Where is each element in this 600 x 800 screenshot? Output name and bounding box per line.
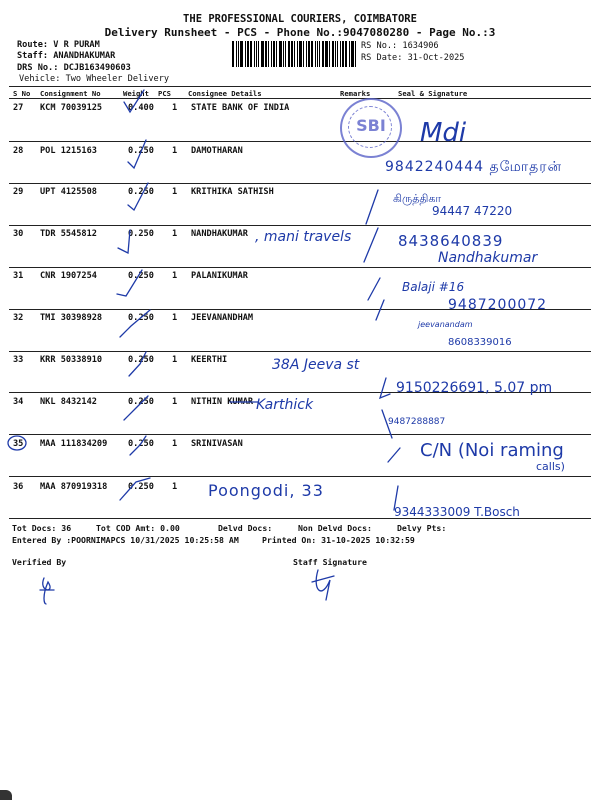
vehicle-label: Vehicle: Two Wheeler Delivery (19, 74, 170, 84)
handwritten-phone-row30: 8438640839 (398, 232, 504, 250)
staff-signature-label: Staff Signature (293, 557, 367, 567)
non-delivered-docs: Non Delvd Docs: (298, 523, 372, 533)
handwritten-remark-row33: 38A Jeeva st (272, 357, 360, 373)
row-weight: 0.250 (128, 146, 154, 156)
row-sno: 33 (13, 355, 24, 365)
row-consignee: SRINIVASAN (191, 439, 243, 449)
row-weight: 0.250 (128, 439, 154, 449)
handwritten-phone-row29: 94447 47220 (432, 204, 513, 218)
row-sno: 28 (13, 146, 24, 156)
row-consignee: KRITHIKA SATHISH (191, 187, 274, 197)
handwritten-name-row36: Poongodi, 33 (208, 481, 324, 500)
handwritten-phone-row33: 9150226691, 5.07 pm (396, 380, 553, 396)
row-consignment: UPT 4125508 (40, 187, 97, 197)
row-weight: 0.250 (128, 271, 154, 281)
row-pcs: 1 (172, 313, 178, 323)
row-consignee: DAMOTHARAN (191, 146, 243, 156)
row-pcs: 1 (172, 271, 178, 281)
row-consignee: JEEVANANDHAM (191, 313, 254, 323)
total-cod: Tot COD Amt: 0.00 (96, 523, 180, 533)
row-weight: 0.250 (128, 397, 154, 407)
printed-on: Printed On: 31-10-2025 10:32:59 (262, 535, 415, 545)
handwritten-phone-row28: 9842240444 தமோதரன் (385, 159, 563, 175)
col-seal-header: Seal & Signature (398, 89, 468, 98)
col-consignment-header: Consignment No (40, 89, 101, 98)
rs-number: RS No.: 1634906 (361, 41, 439, 51)
col-remarks-header: Remarks (340, 89, 371, 98)
handwritten-remark-row35-line2: calls) (536, 460, 565, 473)
handwritten-remark-row31: Balaji #16 (402, 280, 465, 294)
col-pcs-header: PCS (158, 89, 171, 98)
row-sno: 36 (13, 482, 24, 492)
row-sno: 32 (13, 313, 24, 323)
route-label: Route: V R PURAM (17, 40, 100, 50)
signature-row27: Mdi (420, 118, 467, 148)
row-sno: 35 (13, 439, 24, 449)
row-consignee: NITHIN KUMAR (191, 397, 254, 407)
row-weight: 0.250 (128, 482, 154, 492)
row-consignment: NKL 8432142 (40, 397, 97, 407)
row-consignment: CNR 1907254 (40, 271, 97, 281)
row-consignee: PALANIKUMAR (191, 271, 248, 281)
row-pcs: 1 (172, 229, 178, 239)
row-sno: 30 (13, 229, 24, 239)
row-pcs: 1 (172, 103, 178, 113)
row-pcs: 1 (172, 146, 178, 156)
row-pcs: 1 (172, 355, 178, 365)
handwritten-phone-row31: 9487200072 (448, 297, 548, 313)
scan-artifact (0, 790, 12, 800)
row-consignment: MAA 111834209 (40, 439, 108, 449)
handwritten-remark-row35: C/N (Noi raming (420, 440, 564, 461)
row-consignment: TMI 30398928 (40, 313, 103, 323)
col-consignee-header: Consignee Details (188, 89, 262, 98)
handwritten-remark-row34: Karthick (256, 397, 314, 413)
company-title: THE PROFESSIONAL COURIERS, COIMBATORE (183, 13, 417, 25)
verified-by-label: Verified By (12, 557, 67, 567)
row-weight: 0.250 (128, 187, 154, 197)
row-consignee: KEERTHI (191, 355, 228, 365)
row-sno: 29 (13, 187, 24, 197)
handwritten-remark-row30: , mani travels (255, 229, 352, 245)
entered-by: Entered By :POORNIMAPCS 10/31/2025 10:25:58 AM (12, 535, 239, 545)
row-weight: 0.250 (128, 355, 154, 365)
row-consignment: TDR 5545812 (40, 229, 97, 239)
bank-seal-stamp: SBI (340, 98, 402, 158)
row-weight: 0.250 (128, 229, 154, 239)
row-weight: 0.250 (128, 313, 154, 323)
row-sno: 31 (13, 271, 24, 281)
staff-label: Staff: ANANDHAKUMAR (17, 51, 116, 61)
handwritten-name-row32: jeevanandam (418, 320, 473, 329)
col-sno-header: S No (13, 89, 31, 98)
drs-number: DRS No.: DCJB163490603 (17, 63, 131, 73)
col-weight-header: Weight (123, 89, 149, 98)
row-consignee: NANDHAKUMAR (191, 229, 248, 239)
row-consignment: KCM 70039125 (40, 103, 103, 113)
row-sno: 34 (13, 397, 24, 407)
row-sno: 27 (13, 103, 24, 113)
row-pcs: 1 (172, 482, 178, 492)
handwritten-phone-row36: 9344333009 T.Bosch (394, 505, 520, 519)
row-pcs: 1 (172, 397, 178, 407)
handwritten-phone-row34: 9487288887 (388, 417, 446, 427)
row-consignee: STATE BANK OF INDIA (191, 103, 290, 113)
handwritten-phone-row32: 8608339016 (448, 337, 512, 348)
handwritten-name-row29: கிருத்திகா (393, 192, 442, 205)
row-consignment: MAA 870919318 (40, 482, 108, 492)
row-pcs: 1 (172, 439, 178, 449)
total-docs: Tot Docs: 36 (12, 523, 72, 533)
row-pcs: 1 (172, 187, 178, 197)
row-consignment: POL 1215163 (40, 146, 97, 156)
delivery-points: Delvy Pts: (397, 523, 447, 533)
handwritten-name-row30: Nandhakumar (438, 250, 538, 266)
row-consignment: KRR 50338910 (40, 355, 103, 365)
row-weight: 0.400 (128, 103, 154, 113)
rs-date: RS Date: 31-Oct-2025 (361, 53, 465, 63)
runsheet-subtitle: Delivery Runsheet - PCS - Phone No.:9047080280 - Page No.:3 (104, 26, 496, 39)
delivered-docs: Delvd Docs: (218, 523, 273, 533)
